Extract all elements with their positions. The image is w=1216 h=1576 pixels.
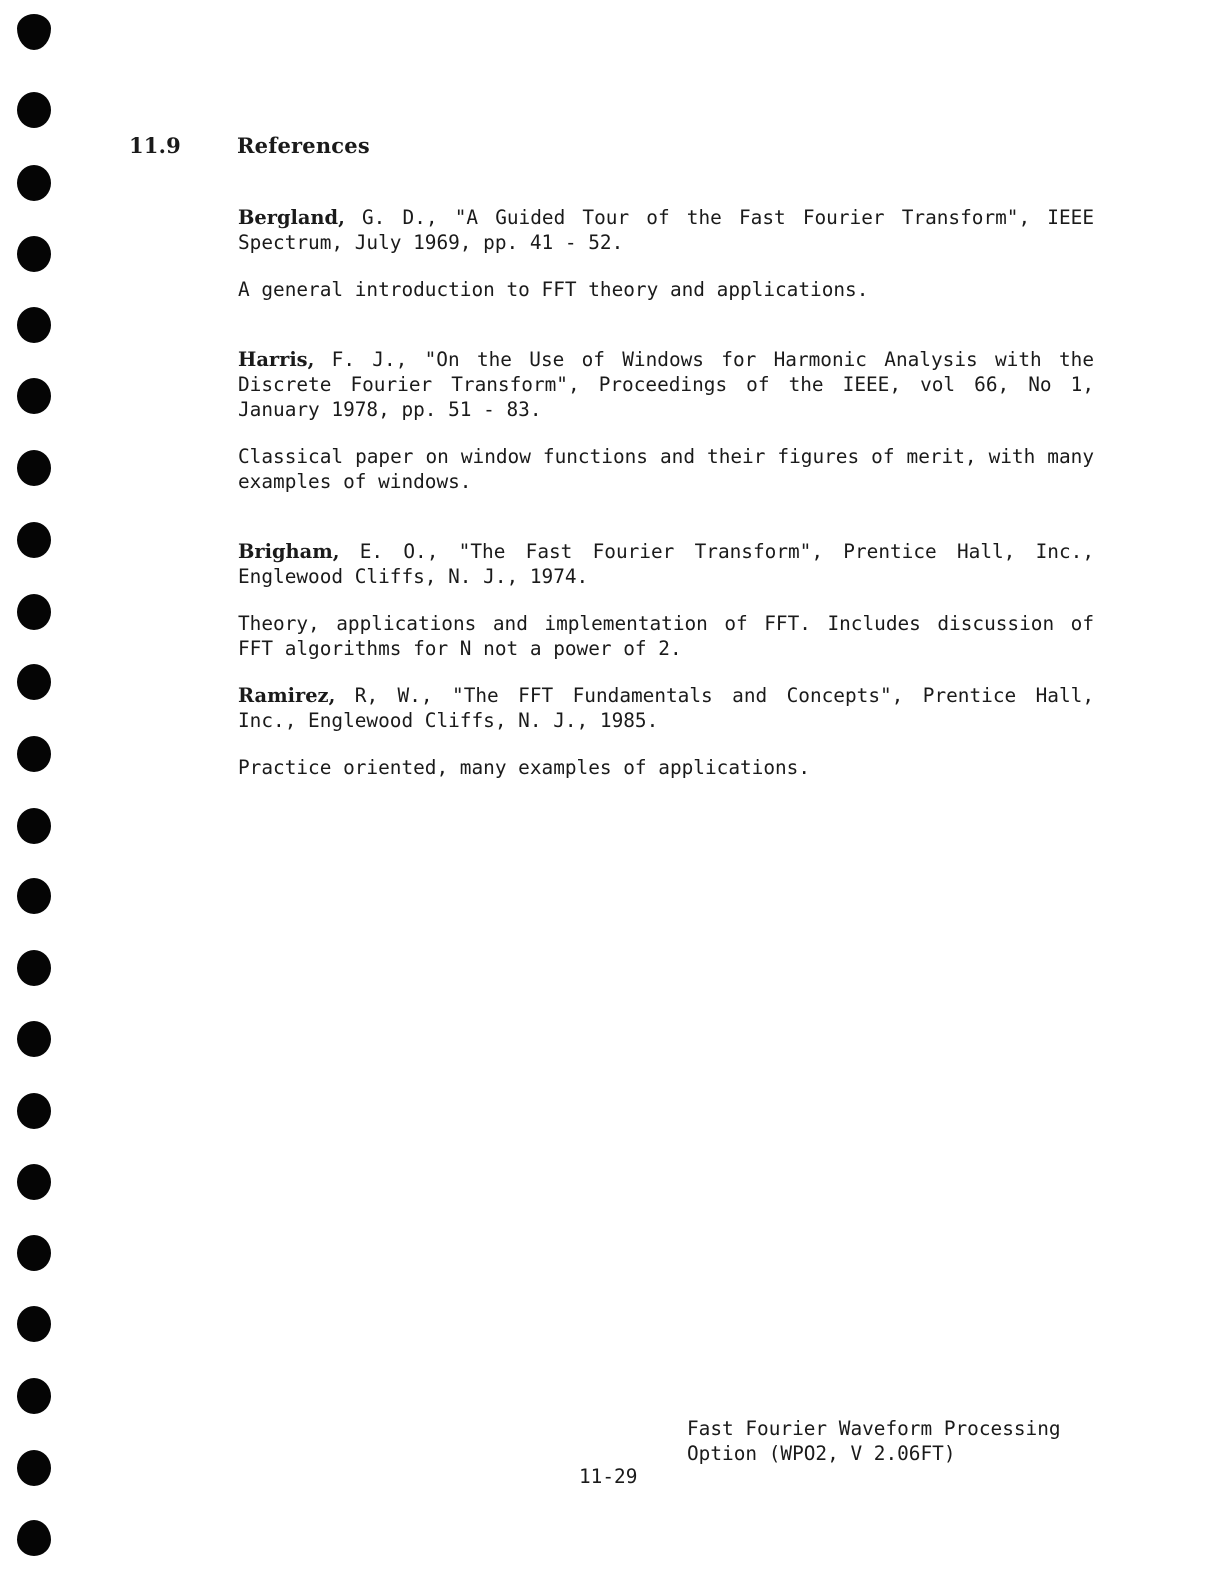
section-number: 11.9 [129, 133, 181, 158]
footer-document-title [687, 1416, 1061, 1466]
binder-hole [17, 92, 51, 128]
reference-details: E. O., "The Fast Fourier Transform", Prentice Hall, Inc., Englewood Cliffs, N. J., 1974. [238, 540, 1094, 588]
binder-hole [17, 1235, 51, 1271]
page-number: 11-29 [579, 1465, 638, 1488]
reference-details: G. D., "A Guided Tour of the Fast Fourier Transform", IEEE Spectrum, July 1969, pp. 41 - 52. [238, 206, 1094, 254]
binder-hole [17, 1021, 51, 1057]
reference-note: Practice oriented, many examples of applications. [238, 756, 811, 779]
binder-hole [17, 950, 51, 986]
binder-hole [17, 236, 51, 272]
reference-citation [238, 347, 1094, 422]
binder-hole [17, 664, 51, 700]
binder-hole [17, 307, 51, 343]
reference-citation [238, 539, 1094, 589]
section-title: References [237, 133, 370, 158]
reference-author: Bergland, [238, 206, 345, 229]
binder-hole [17, 736, 51, 772]
reference-list [238, 205, 1094, 780]
binder-hole [17, 1450, 51, 1486]
binder-hole [17, 1093, 51, 1129]
binder-hole [17, 1306, 51, 1342]
binder-hole [17, 1164, 51, 1200]
footer-title-line: Option (WPO2, V 2.06FT) [687, 1442, 956, 1465]
reference-entry [238, 205, 1094, 302]
reference-entry [238, 683, 1094, 780]
binder-hole [17, 1378, 51, 1414]
binder-hole [17, 594, 51, 630]
binder-hole [17, 522, 51, 558]
binder-hole [17, 14, 51, 50]
reference-details: R, W., "The FFT Fundamentals and Concepts", Prentice Hall, Inc., Englewood Cliffs, N. J., 1985. [238, 684, 1094, 732]
reference-note: Theory, applications and implementation of FFT. Includes discussion of FFT algorithms for N not a power of 2. [238, 612, 1094, 660]
reference-entry [238, 539, 1094, 661]
binder-hole [17, 1520, 51, 1556]
reference-author: Brigham, [238, 540, 340, 563]
binder-hole [17, 450, 51, 486]
binder-hole [17, 808, 51, 844]
binder-hole [17, 878, 51, 914]
reference-author: Harris, [238, 348, 315, 371]
binder-holes [17, 0, 53, 1576]
reference-note: A general introduction to FFT theory and applications. [238, 278, 869, 301]
reference-author: Ramirez, [238, 684, 336, 707]
binder-hole [17, 165, 51, 201]
footer-title-line: Fast Fourier Waveform Processing [687, 1417, 1061, 1440]
reference-citation [238, 205, 1094, 255]
reference-note: Classical paper on window functions and their figures of merit, with many examples of windows. [238, 445, 1094, 493]
reference-citation [238, 683, 1094, 733]
reference-entry [238, 347, 1094, 494]
reference-details: F. J., "On the Use of Windows for Harmonic Analysis with the Discrete Fourier Transform", Proceedings of the IEEE, vol 66, No 1, January 1978, pp. 51 - 83. [238, 348, 1094, 421]
binder-hole [17, 378, 51, 414]
